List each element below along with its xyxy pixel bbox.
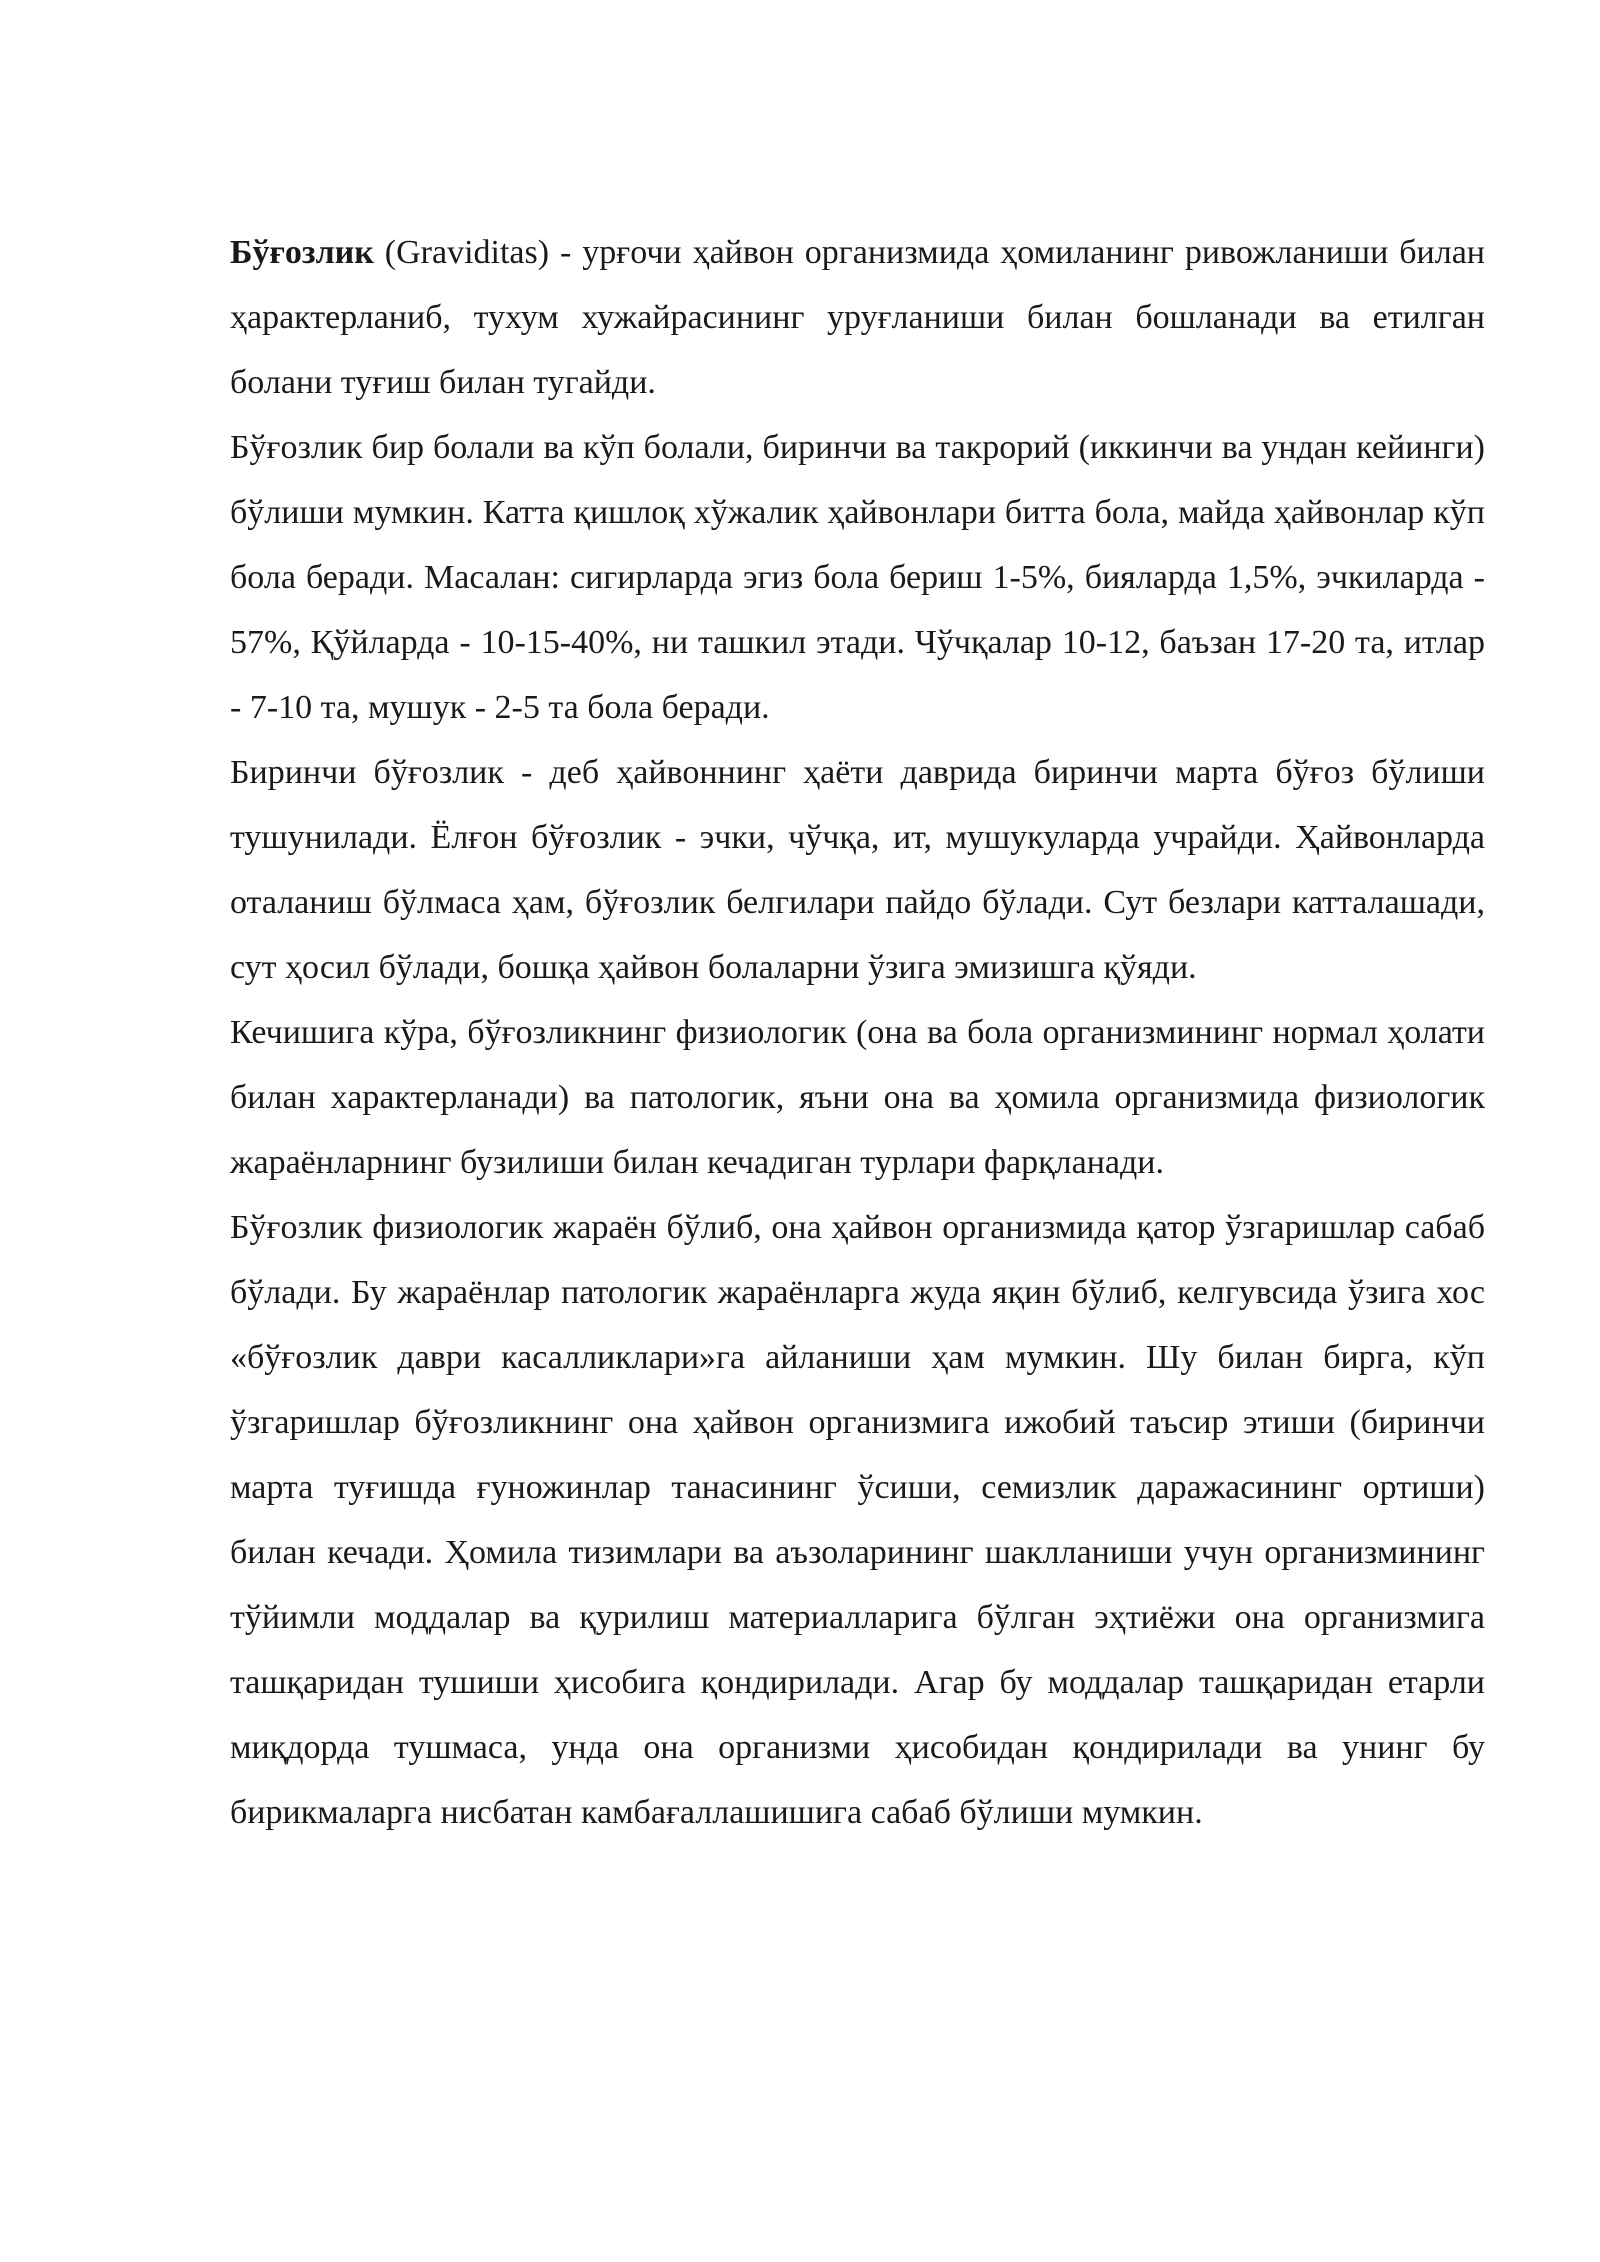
- term-heading: Бўғозлик: [230, 234, 374, 271]
- document-page: [230, 220, 1485, 1845]
- paragraph-definition: [230, 220, 1485, 415]
- paragraph-first-pregnancy: Биринчи бўғозлик - деб ҳайвоннинг ҳаёти даврида биринчи марта бўғоз бўлиши тушунилади. Ёлғон бўғозлик - эчки, чўчқа, ит, мушукуларда учрайди. Ҳайвонларда оталаниш бўлмаса ҳам, бўғозлик белгилари пайдо бўлади. Сут безлари катталашади, сут ҳосил бўлади, бошқа ҳайвон болаларни ўзига эмизишга қўяди.: [230, 754, 1485, 986]
- paragraph-physiology: Бўғозлик физиологик жараён бўлиб, она ҳайвон организмида қатор ўзгаришлар сабаб бўлади. Бу жараёнлар патологик жараёнларга жуда яқин бўлиб, келгувсида ўзига хос «бўғозлик даври касалликлари»га айланиши ҳам мумкин. Шу билан бирга, кўп ўзгаришлар бўғозликнинг она ҳайвон организмига ижобий таъсир этиши (биринчи марта туғишда ғуножинлар танасининг ўсиши, семизлик даражасининг ортиши) билан кечади. Ҳомила тизимлари ва аъзоларининг шаклланиши учун организмининг тўйимли моддалар ва қурилиш материалларига бўлган эҳтиёжи она организмига ташқаридан тушиши ҳисобига қондирилади. Агар бу моддалар ташқаридан етарли миқдорда тушмаса, унда она организми ҳисобидан қондирилади ва унинг бу бирикмаларга нисбатан камбағаллашишига сабаб бўлиши мумкин.: [230, 1209, 1485, 1831]
- paragraph-course: Кечишига кўра, бўғозликнинг физиологик (она ва бола организмининг нормал ҳолати билан характерланади) ва патологик, яъни она ва ҳомила организмида физиологик жараёнларнинг бузилиши билан кечадиган турлари фарқланади.: [230, 1014, 1485, 1181]
- paragraph-text: (Graviditas) - урғочи ҳайвон организмида ҳомиланинг ривожланиши билан ҳарактерланиб, тухум хужайрасининг уруғланиши билан бошланади ва етилган болани туғиш билан тугайди.: [230, 234, 1485, 401]
- paragraph-types: Бўғозлик бир болали ва кўп болали, биринчи ва такрорий (иккинчи ва ундан кейинги) бўлиши мумкин. Катта қишлоқ хўжалик ҳайвонлари битта бола, майда ҳайвонлар кўп бола беради. Масалан: сигирларда эгиз бола бериш 1-5%, бияларда 1,5%, эчкиларда - 57%, Қўйларда - 10-15-40%, ни ташкил этади. Чўчқалар 10-12, баъзан 17-20 та, итлар - 7-10 та, мушук - 2-5 та бола беради.: [230, 429, 1485, 726]
